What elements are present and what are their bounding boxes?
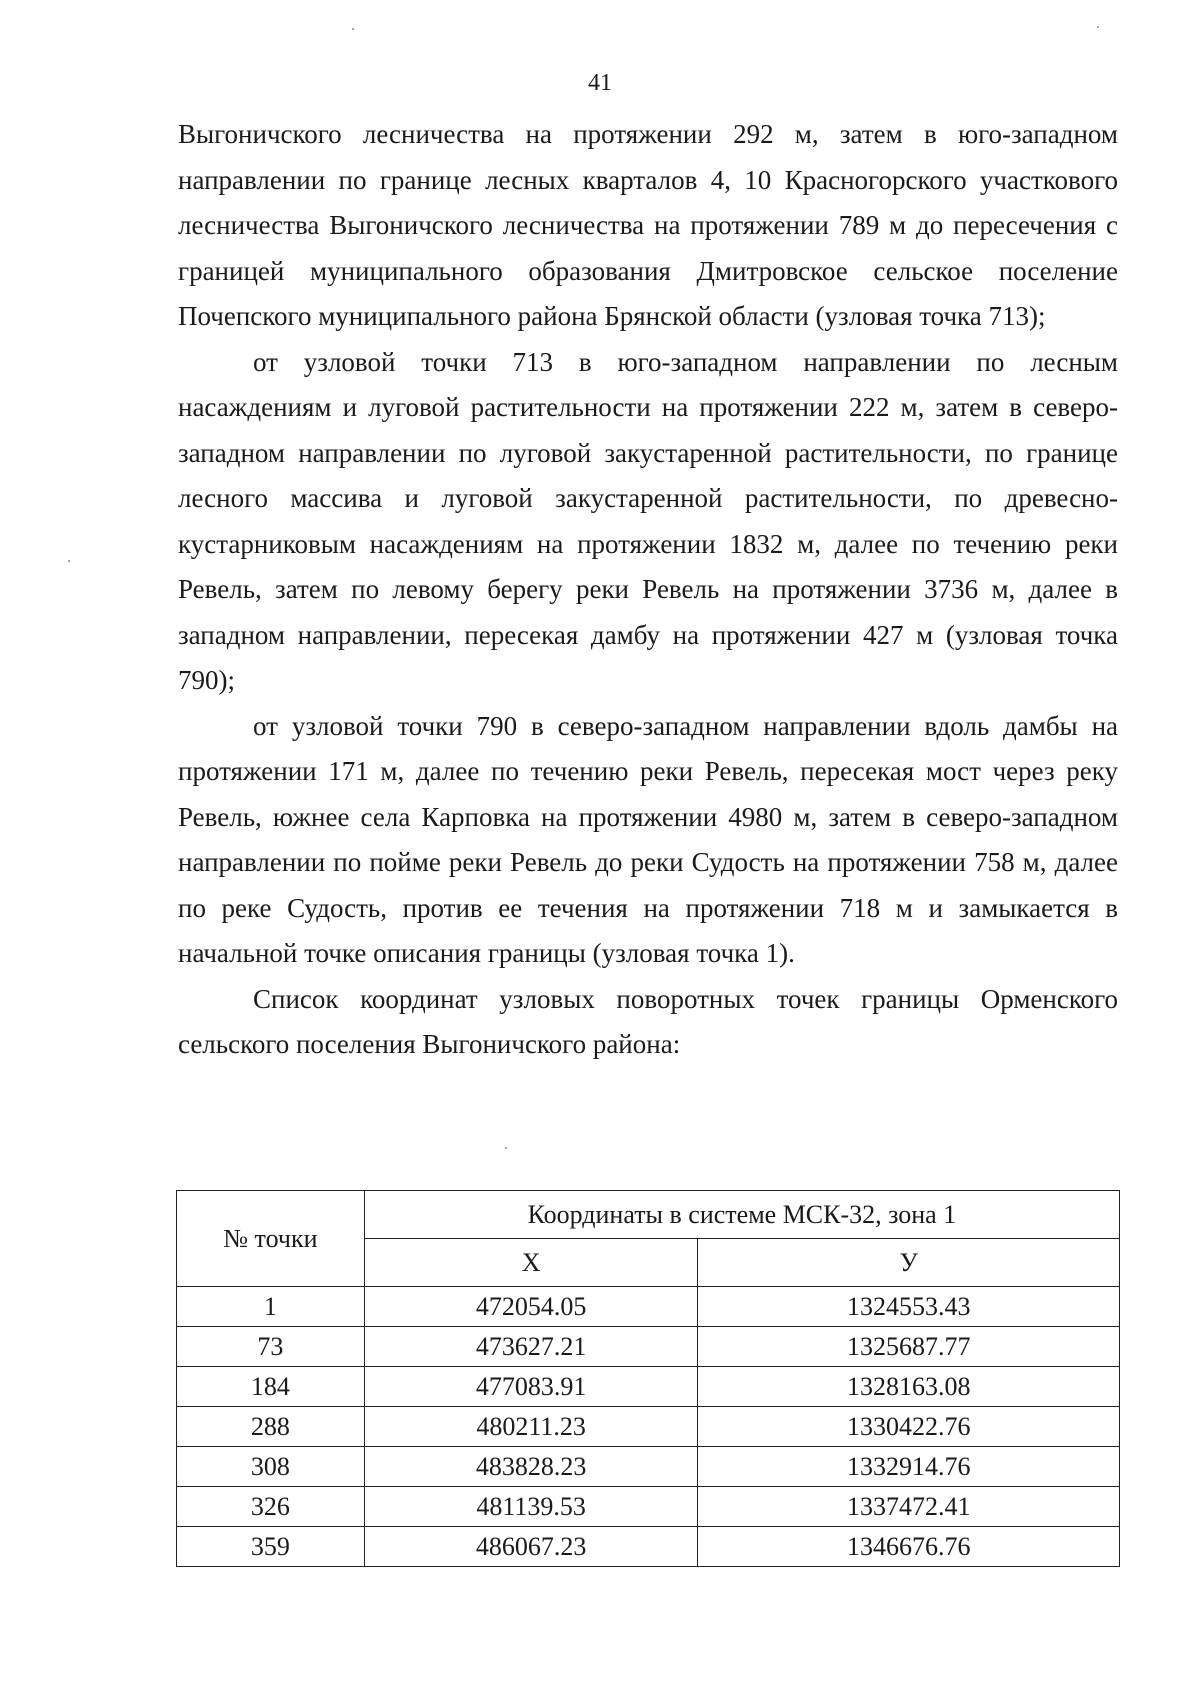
cell-y: 1328163.08 — [698, 1367, 1120, 1407]
header-x: X — [364, 1239, 698, 1287]
table-row — [177, 1287, 1120, 1327]
table-body — [177, 1287, 1120, 1567]
cell-y: 1337472.41 — [698, 1487, 1120, 1527]
header-point-number: № точки — [177, 1191, 365, 1287]
table-row — [177, 1447, 1120, 1487]
scan-speck — [68, 560, 70, 562]
cell-y: 1330422.76 — [698, 1407, 1120, 1447]
scan-speck — [505, 1147, 507, 1149]
coordinates-table — [176, 1190, 1120, 1567]
scan-speck — [352, 28, 354, 30]
paragraph-continuation: Выгоничского лесничества на протяжении 292 м, затем в юго-западном направлении по границе лесных кварталов 4, 10 Красногорского участкового лесничества Выгоничского лесничества на протяжении 789 м до пересечения с границей муниципального образования Дмитровское сельское поселение Почепского муниципального района Брянской области (узловая точка 713); — [178, 119, 1118, 331]
body-text — [178, 112, 1118, 1068]
cell-point: 326 — [177, 1487, 365, 1527]
table-row — [177, 1367, 1120, 1407]
paragraph-point-713: от узловой точки 713 в юго-западном направлении по лесным насаждениям и луговой растительности на протяжении 222 м, затем в северо-западном направлении по луговой закустаренной растительности, по границе лесного массива и луговой закустаренной растительности, по древесно-кустарниковым насаждениям на протяжении 1832 м, далее по течению реки Ревель, затем по левому берегу реки Ревель на протяжении 3736 м, далее в западном направлении, пересекая дамбу на протяжении 427 м (узловая точка 790); — [178, 346, 1118, 695]
cell-point: 73 — [177, 1327, 365, 1367]
cell-point: 308 — [177, 1447, 365, 1487]
cell-x: 486067.23 — [364, 1527, 698, 1567]
cell-x: 473627.21 — [364, 1327, 698, 1367]
cell-y: 1346676.76 — [698, 1527, 1120, 1567]
cell-point: 288 — [177, 1407, 365, 1447]
cell-y: 1325687.77 — [698, 1327, 1120, 1367]
cell-point: 359 — [177, 1527, 365, 1567]
header-coordinates: Координаты в системе МСК-32, зона 1 — [364, 1191, 1119, 1239]
page-number: 41 — [588, 70, 612, 96]
table-row — [177, 1527, 1120, 1567]
paragraph-point-790: от узловой точки 790 в северо-западном направлении вдоль дамбы на протяжении 171 м, далее по течению реки Ревель, пересекая мост через реку Ревель, южнее села Карповка на протяжении 4980 м, затем в северо-западном направлении по пойме реки Ревель до реки Судость на протяжении 758 м, далее по реке Судость, против ее течения на протяжении 718 м и замыкается в начальной точке описания границы (узловая точка 1). — [178, 710, 1118, 968]
cell-point: 1 — [177, 1287, 365, 1327]
cell-x: 480211.23 — [364, 1407, 698, 1447]
cell-x: 477083.91 — [364, 1367, 698, 1407]
cell-x: 472054.05 — [364, 1287, 698, 1327]
header-y: У — [698, 1239, 1120, 1287]
paragraph-coords-intro: Список координат узловых поворотных точек границы Орменского сельского поселения Выгоничского района: — [178, 983, 1118, 1059]
table-header-row — [177, 1191, 1120, 1239]
table-row — [177, 1487, 1120, 1527]
cell-point: 184 — [177, 1367, 365, 1407]
cell-y: 1332914.76 — [698, 1447, 1120, 1487]
scan-speck — [1097, 26, 1099, 28]
cell-y: 1324553.43 — [698, 1287, 1120, 1327]
table-row — [177, 1407, 1120, 1447]
cell-x: 481139.53 — [364, 1487, 698, 1527]
table-row — [177, 1327, 1120, 1367]
cell-x: 483828.23 — [364, 1447, 698, 1487]
